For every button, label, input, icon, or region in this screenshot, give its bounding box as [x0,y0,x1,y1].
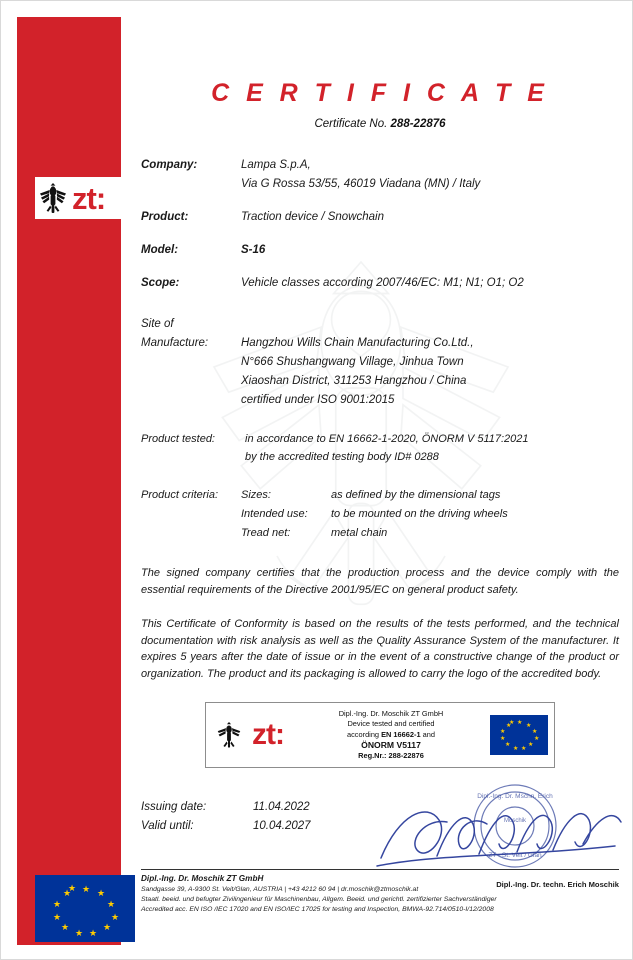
criteria-row-value-0: as defined by the dimensional tags [331,489,501,501]
certificate-number-label: Certificate No. [314,118,388,130]
svg-text:Moschik: Moschik [503,818,527,824]
seal-company: Dipl.-Ing. Dr. Moschik ZT GmbH [338,708,444,718]
product-criteria-label-spacer-1 [141,505,241,524]
product-field [141,208,619,227]
site-value-line1: Hangzhou Wills Chain Manufacturing Co.Ltd., [241,337,474,349]
seal-line4: Reg.Nr.: 288-22876 [358,750,424,760]
product-tested-label: Product tested: [141,433,215,445]
scope-field [141,274,619,293]
austrian-eagle-icon [38,181,68,215]
seal-text-block [292,709,490,762]
product-tested-field [141,430,619,466]
model-field [141,241,619,260]
seal-eagle-icon [206,719,252,751]
seal-line2-suffix: and [422,729,435,739]
product-value: Traction device / Snowchain [241,211,384,223]
footer-qualification: Staatl. beeid. und befugter Zivilingenieur für Maschinenbau, Allgem. Beeid. und gerichtl. zertifizierter Sachverständiger [141,896,497,903]
issuing-date-value: 11.04.2022 [253,801,310,813]
seal-zt-wordmark: zt: [252,718,284,751]
model-label: Model: [141,244,179,256]
eu-flag-band: ★ ★ ★ ★ ★ ★ ★ ★ ★ ★ ★ ★ [35,875,135,942]
accreditation-seal-wrap [141,702,619,768]
company-label: Company: [141,159,198,171]
footer-company: Dipl.-Ing. Dr. Moschik ZT GmbH [141,874,264,883]
svg-text:Dipl.-Ing. Dr. Mschn. Erich: Dipl.-Ing. Dr. Mschn. Erich [477,793,553,800]
product-tested-line1: in accordance to EN 16662-1-2020, ÖNORM V 5117:2021 [245,433,529,445]
product-criteria-label-spacer-2 [141,524,241,543]
criteria-row-name-1: Intended use: [241,508,308,520]
company-value-line1: Lampa S.p.A, [241,159,311,171]
issuing-date-label: Issuing date: [141,801,207,813]
criteria-row-value-1: to be mounted on the driving wheels [331,508,508,520]
seal-line2 [292,730,490,741]
seal-line2-prefix: according [347,729,380,739]
statement-paragraph-2: This Certificate of Conformity is based on the results of the tests performed, and the technical documentation with risk analysis as well as the Quality Assurance System of the manufacturer. It expires 5 years after the date of issue or in the event of a constructive change of the product or organization. The product and its packaging is allowed to carry the logo of the accredited body. [141,618,619,680]
product-criteria-field [141,486,619,543]
site-of-manufacture-field [141,315,619,410]
signatory-name: Dipl.-Ing. Dr. techn. Erich Moschik [496,880,619,889]
site-label-spacer-1 [141,353,241,372]
certificate-number-value: 288-22876 [390,118,446,130]
seal-line1: Device tested and certified [347,719,435,729]
site-label-spacer-2 [141,372,241,391]
statement-paragraph-1: The signed company certifies that the production process and the device comply with the essential requirements of the Directive 2001/95/EC on general product safety. [141,567,619,596]
svg-text:ZT · St. Veit / Glan: ZT · St. Veit / Glan [488,852,542,859]
product-criteria-label: Product criteria: [141,489,219,501]
footer-block [141,869,619,915]
criteria-row-name-2: Tread net: [241,527,291,539]
site-value-line3: Xiaoshan District, 311253 Hangzhou / China [241,375,467,387]
seal-line2-standard: EN 16662-1 [381,729,421,739]
product-label: Product: [141,211,189,223]
austrian-eagle-small-icon [216,719,242,751]
valid-until-value: 10.04.2027 [253,820,311,832]
product-tested-line2: by the accredited testing body ID# 0288 [245,451,439,463]
seal-line3: ÖNORM V5117 [361,740,421,751]
scope-label: Scope: [141,277,180,289]
site-value-line4: certified under ISO 9001:2015 [241,394,395,406]
criteria-row-value-2: metal chain [331,527,388,539]
site-value-line2: N°666 Shushangwang Village, Jinhua Town [241,356,464,368]
footer-address: Sandgasse 39, A-9300 St. Veit/Glan, AUSTRIA | +43 4212 60 94 | dr.moschik@ztmoschik.at [141,886,419,893]
page-title: C E R T I F I C A T E [211,79,549,107]
model-value: S-16 [241,244,266,256]
certificate-content [141,17,619,945]
zt-logo-badge [35,177,135,219]
left-red-band [17,17,121,945]
company-value-line2: Via G Rossa 53/55, 46019 Viadana (MN) / Italy [241,178,481,190]
site-label-spacer-3 [141,391,241,410]
company-field [141,156,619,194]
seal-eu-flag: ★ ★ ★ ★ ★ ★ ★ ★ ★ ★ ★ ★ [490,715,548,755]
valid-until-label: Valid until: [141,820,194,832]
certificate-number-line [141,118,619,130]
accreditation-seal [205,702,555,768]
scope-value: Vehicle classes according 2007/46/EC: M1; N1; O1; O2 [241,277,524,289]
site-label-line2: Manufacture: [141,337,209,349]
footer-accreditation: Accredited acc. EN ISO /IEC 17020 and EN ISO/IEC 17025 for testing and Inspection, BMWA-92.714/0510-I/12/2008 [141,906,494,913]
site-label-line1: Site of [141,318,174,330]
zt-wordmark: zt: [72,180,106,216]
criteria-row-name-0: Sizes: [241,489,271,501]
